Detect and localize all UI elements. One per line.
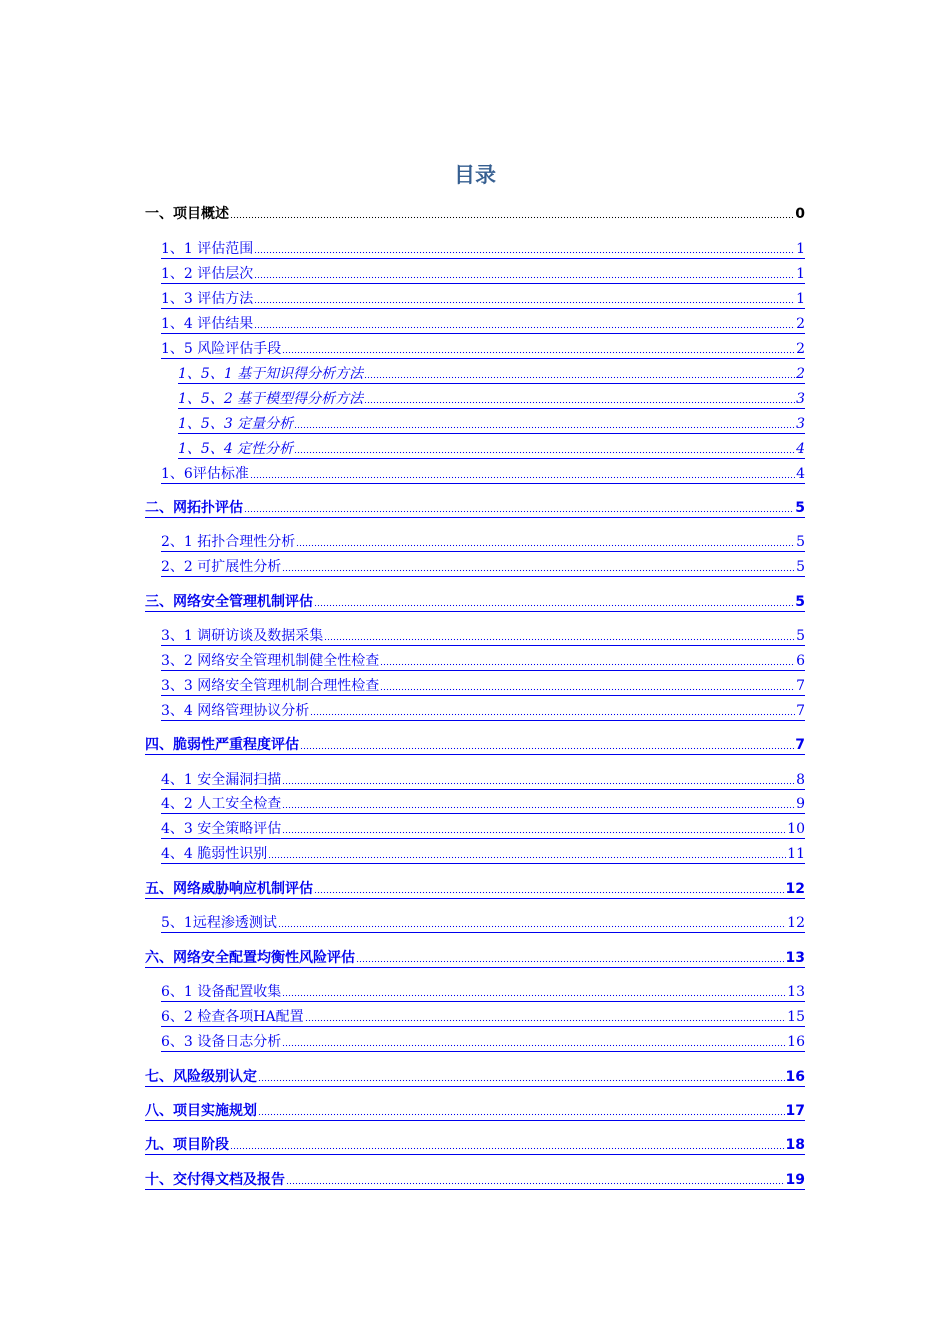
- toc-page-number: 10: [787, 821, 805, 837]
- toc-dot-leader: [380, 677, 795, 691]
- toc-dot-leader: [282, 771, 795, 785]
- toc-dot-leader: [296, 533, 795, 547]
- toc-entry-label: 四、脆弱性严重程度评估: [145, 737, 299, 753]
- toc-page-number: 1: [796, 266, 805, 282]
- toc-section-entry[interactable]: [161, 1029, 805, 1052]
- toc-page-number: 8: [796, 772, 805, 788]
- toc-section-entry[interactable]: [161, 648, 805, 671]
- toc-page-number: 18: [785, 1137, 805, 1153]
- toc-dot-leader: [356, 949, 785, 963]
- toc-page-number: 12: [785, 881, 805, 897]
- toc-page-number: 3: [796, 416, 805, 432]
- toc-title: 目录: [454, 163, 496, 187]
- toc-dot-leader: [282, 340, 795, 354]
- toc-page-number: 12: [787, 915, 805, 931]
- toc-entry-label: 3、1 调研访谈及数据采集: [161, 628, 324, 644]
- toc-subsection-entry[interactable]: [178, 386, 805, 409]
- toc-section-entry[interactable]: [161, 910, 805, 933]
- toc-entry-label: 6、1 设备配置收集: [161, 984, 282, 1000]
- toc-section-entry[interactable]: [161, 311, 805, 334]
- toc-entry-label: 七、风险级别认定: [145, 1069, 257, 1085]
- toc-dot-leader: [254, 265, 795, 279]
- toc-entry-label: 三、网络安全管理机制评估: [145, 594, 313, 610]
- toc-dot-leader: [268, 845, 786, 859]
- toc-section-entry[interactable]: [161, 767, 805, 790]
- toc-page-number: 16: [787, 1034, 805, 1050]
- toc-page-number: 15: [787, 1009, 805, 1025]
- toc-page-number: 19: [785, 1172, 805, 1188]
- toc-section-entry[interactable]: [161, 816, 805, 839]
- toc-dot-leader: [230, 205, 794, 219]
- toc-entry-label: 十、交付得文档及报告: [145, 1172, 285, 1188]
- toc-page-number: 4: [796, 466, 805, 482]
- toc-chapter-entry[interactable]: [145, 201, 805, 223]
- toc-page-number: 11: [787, 846, 805, 862]
- toc-dot-leader: [364, 365, 795, 379]
- toc-entry-label: 1、5、2 基于模型得分析方法: [178, 391, 364, 407]
- toc-dot-leader: [282, 1033, 786, 1047]
- toc-subsection-entry[interactable]: [178, 436, 805, 459]
- toc-page-number: 13: [785, 950, 805, 966]
- toc-page-number: 4: [796, 441, 805, 457]
- toc-dot-leader: [278, 914, 786, 928]
- toc-entry-label: 1、5、3 定量分析: [178, 416, 294, 432]
- toc-chapter-entry[interactable]: [145, 732, 805, 755]
- toc-dot-leader: [282, 820, 786, 834]
- toc-dot-leader: [258, 1068, 785, 1082]
- toc-entry-label: 八、项目实施规划: [145, 1103, 257, 1119]
- toc-entry-label: 2、1 拓扑合理性分析: [161, 534, 296, 550]
- toc-page-number: 7: [796, 678, 805, 694]
- toc-section-entry[interactable]: [161, 791, 805, 814]
- toc-dot-leader: [282, 558, 795, 572]
- toc-section-entry[interactable]: [161, 261, 805, 284]
- toc-dot-leader: [310, 702, 795, 716]
- toc-chapter-entry[interactable]: [145, 1167, 805, 1190]
- toc-section-entry[interactable]: [161, 979, 805, 1002]
- toc-page-number: 17: [785, 1103, 805, 1119]
- toc-page-number: 5: [795, 594, 805, 610]
- toc-dot-leader: [258, 1102, 785, 1116]
- toc-page-number: 5: [796, 534, 805, 550]
- toc-entry-label: 1、5、1 基于知识得分析方法: [178, 366, 364, 382]
- toc-page-number: 5: [795, 500, 805, 516]
- toc-section-entry[interactable]: [161, 461, 805, 484]
- toc-dot-leader: [282, 983, 786, 997]
- toc-entry-label: 五、网络威胁响应机制评估: [145, 881, 313, 897]
- toc-page-number: 7: [795, 737, 805, 753]
- toc-page-number: 0: [795, 206, 805, 222]
- toc-dot-leader: [294, 440, 795, 454]
- toc-dot-leader: [244, 499, 794, 513]
- toc-dot-leader: [230, 1136, 785, 1150]
- toc-entry-label: 1、4 评估结果: [161, 316, 254, 332]
- toc-page-number: 5: [796, 559, 805, 575]
- toc-page-number: 5: [796, 628, 805, 644]
- toc-page-number: 2: [796, 366, 805, 382]
- toc-subsection-entry[interactable]: [178, 361, 805, 384]
- toc-subsection-entry[interactable]: [178, 411, 805, 434]
- toc-entry-label: 1、3 评估方法: [161, 291, 254, 307]
- toc-entry-label: 2、2 可扩展性分析: [161, 559, 282, 575]
- toc-section-entry[interactable]: [161, 698, 805, 721]
- toc-entry-label: 一、项目概述: [145, 206, 229, 222]
- toc-entry-label: 1、1 评估范围: [161, 241, 254, 257]
- toc-entry-label: 3、2 网络安全管理机制健全性检查: [161, 653, 380, 669]
- toc-dot-leader: [250, 465, 795, 479]
- toc-entry-label: 3、3 网络安全管理机制合理性检查: [161, 678, 380, 694]
- toc-section-entry[interactable]: [161, 236, 805, 259]
- toc-entry-label: 4、2 人工安全检查: [161, 796, 282, 812]
- toc-entry-label: 4、4 脆弱性识别: [161, 846, 268, 862]
- toc-section-entry[interactable]: [161, 529, 805, 552]
- toc-entry-label: 1、5 风险评估手段: [161, 341, 282, 357]
- toc-dot-leader: [254, 290, 795, 304]
- toc-dot-leader: [305, 1008, 787, 1022]
- toc-page-number: 6: [796, 653, 805, 669]
- toc-chapter-entry[interactable]: [145, 1064, 805, 1087]
- toc-page-number: 1: [796, 291, 805, 307]
- toc-entry-label: 1、6评估标准: [161, 466, 249, 482]
- toc-section-entry[interactable]: [161, 336, 805, 359]
- toc-dot-leader: [282, 795, 795, 809]
- toc-chapter-entry[interactable]: [145, 495, 805, 518]
- toc-section-entry[interactable]: [161, 1004, 805, 1027]
- toc-dot-leader: [254, 315, 795, 329]
- toc-chapter-entry[interactable]: [145, 1132, 805, 1155]
- toc-page-number: 13: [787, 984, 805, 1000]
- toc-dot-leader: [294, 415, 795, 429]
- toc-dot-leader: [314, 880, 785, 894]
- toc-entry-label: 3、4 网络管理协议分析: [161, 703, 310, 719]
- toc-dot-leader: [286, 1171, 785, 1185]
- toc-section-entry[interactable]: [161, 673, 805, 696]
- toc-section-entry[interactable]: [161, 841, 805, 864]
- toc-chapter-entry[interactable]: [145, 876, 805, 899]
- toc-page-number: 2: [796, 341, 805, 357]
- toc-chapter-entry[interactable]: [145, 945, 805, 968]
- toc-dot-leader: [364, 390, 795, 404]
- toc-chapter-entry[interactable]: [145, 589, 805, 612]
- toc-dot-leader: [380, 652, 795, 666]
- toc-entry-label: 4、3 安全策略评估: [161, 821, 282, 837]
- toc-entry-label: 6、3 设备日志分析: [161, 1034, 282, 1050]
- toc-entry-label: 1、2 评估层次: [161, 266, 254, 282]
- toc-section-entry[interactable]: [161, 623, 805, 646]
- toc-entry-label: 5、1远程渗透测试: [161, 915, 277, 931]
- toc-dot-leader: [254, 240, 795, 254]
- toc-entry-label: 九、项目阶段: [145, 1137, 229, 1153]
- toc-section-entry[interactable]: [161, 554, 805, 577]
- toc-entry-label: 1、5、4 定性分析: [178, 441, 294, 457]
- toc-dot-leader: [300, 736, 794, 750]
- toc-dot-leader: [314, 593, 794, 607]
- toc-chapter-entry[interactable]: [145, 1098, 805, 1121]
- toc-entry-label: 4、1 安全漏洞扫描: [161, 772, 282, 788]
- toc-page-number: 1: [796, 241, 805, 257]
- toc-page-number: 9: [796, 796, 805, 812]
- toc-entry-label: 二、网拓扑评估: [145, 500, 243, 516]
- toc-entry-label: 六、网络安全配置均衡性风险评估: [145, 950, 355, 966]
- toc-dot-leader: [324, 627, 795, 641]
- toc-page-number: 2: [796, 316, 805, 332]
- toc-page-number: 16: [785, 1069, 805, 1085]
- toc-entry-label: 6、2 检查各项HA配置: [161, 1009, 304, 1025]
- toc-page-number: 3: [796, 391, 805, 407]
- toc-page-number: 7: [796, 703, 805, 719]
- toc-section-entry[interactable]: [161, 286, 805, 309]
